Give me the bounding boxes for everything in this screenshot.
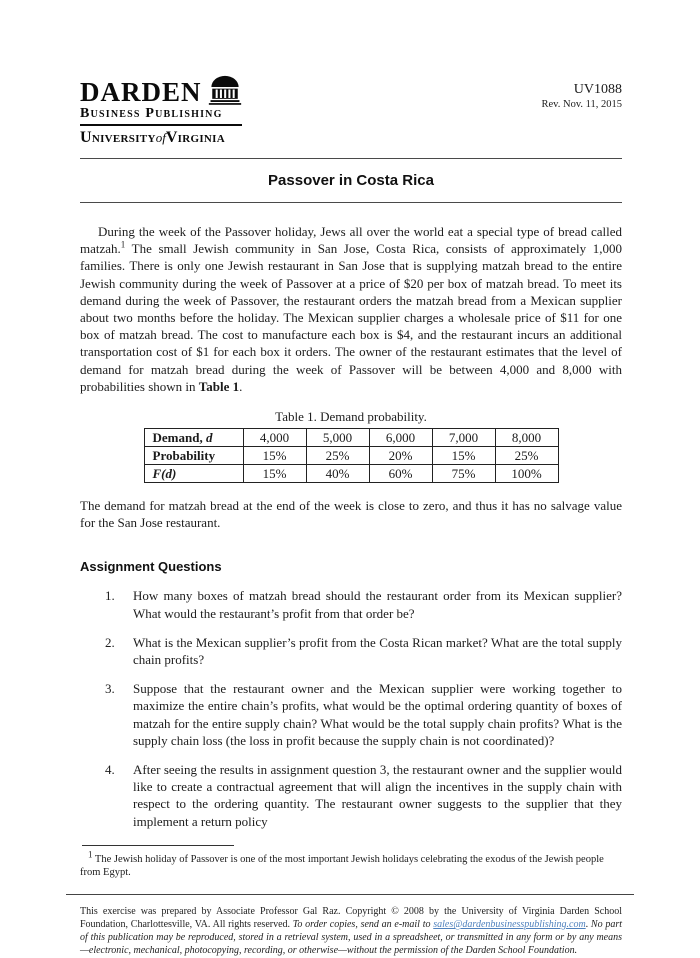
table-cell: 40% <box>306 465 369 483</box>
salvage-paragraph: The demand for matzah bread at the end of the week is close to zero, and thus it has no salvage value for the San Jose restaurant. <box>80 498 622 531</box>
question-text: How many boxes of matzah bread should the restaurant order from its Mexican supplier? What would the restaurant’s profit from that order be? <box>133 588 622 621</box>
sales-email-link[interactable]: sales@dardenbusinesspublishing.com <box>433 919 586 931</box>
table-cell: 5,000 <box>306 429 369 447</box>
question-number: 4. <box>105 762 115 778</box>
logo-university: University <box>80 129 156 146</box>
footnote-marker: 1 <box>88 849 93 860</box>
p1-text-end: . <box>239 378 243 394</box>
question-number: 2. <box>105 634 115 650</box>
table-cell: 6,000 <box>369 429 432 447</box>
logo-university-of-virginia <box>80 129 242 146</box>
question-item-2 <box>80 634 622 668</box>
footnote <box>80 849 622 879</box>
table-header-probability: Probability <box>144 447 243 465</box>
table-1-reference: Table 1 <box>198 378 240 394</box>
footer-no-part-notice: No part of this publication may be reproduced, stored in a retrieval system, used in a spreadsheet, or transmitted in any form or by any means—electronic, mechanical, photocopying, recording, or otherwise—without the permission of the Darden School Foundation. <box>80 919 623 957</box>
intro-paragraph <box>80 223 622 395</box>
footer-separator <box>66 894 634 895</box>
footnote-text: The Jewish holiday of Passover is one of the most important Jewish holidays celebrating the exodus of the Jewish people from Egypt. <box>80 853 604 878</box>
document-id-block <box>542 82 623 111</box>
footer-text: This exercise was prepared by Associate Professor Gal Raz. Copyright © 2008 by the University of Virginia Darden School Foundation, Charlottesville, VA. All rights reserved. <box>80 905 622 931</box>
demand-variable: d <box>205 430 213 446</box>
logo-virginia: Virginia <box>165 129 225 146</box>
table-cell: 25% <box>306 447 369 465</box>
table-cell: 15% <box>243 447 306 465</box>
table-header-demand <box>144 429 243 447</box>
question-text: After seeing the results in assignment question 3, the restaurant owner and the supplier would like to create a contractual agreement that will align the incentives in the supply chain with respect to the ordering quantity. The restaurant owner suggests to the supplier that they implement a return policy <box>133 762 622 829</box>
demand-probability-table <box>144 428 559 483</box>
logo-darden-text: DARDEN <box>80 77 202 107</box>
table-cell: 4,000 <box>243 429 306 447</box>
table-row-demand <box>144 429 558 447</box>
logo-business-publishing: Business Publishing <box>80 106 223 121</box>
table-cell: 60% <box>369 465 432 483</box>
question-text: What is the Mexican supplier’s profit from the Costa Rican market? What are the total supply chain profits? <box>133 634 622 668</box>
table-caption: Table 1. Demand probability. <box>275 409 427 425</box>
table-cell: 15% <box>243 465 306 483</box>
footer-after-email: . <box>585 919 591 931</box>
table-cell: 25% <box>495 447 558 465</box>
logo-of: of <box>155 130 166 145</box>
question-number: 3. <box>105 681 115 697</box>
table-cell: 100% <box>495 465 558 483</box>
question-number: 1. <box>105 588 115 604</box>
copyright-footer <box>80 905 622 958</box>
question-item-1 <box>80 587 622 621</box>
document-number: UV1088 <box>573 82 622 97</box>
darden-logo <box>80 74 242 146</box>
rotunda-icon <box>208 74 242 105</box>
table-row-cumulative <box>144 465 558 483</box>
table-cell: 15% <box>432 447 495 465</box>
page-title: Passover in Costa Rica <box>268 172 434 189</box>
table-header-fd: F(d) <box>144 465 243 483</box>
revision-date: Rev. Nov. 11, 2015 <box>541 99 622 110</box>
table-cell: 75% <box>432 465 495 483</box>
title-rule-bottom <box>80 202 622 203</box>
question-item-3 <box>80 680 622 749</box>
footnote-separator <box>82 845 234 846</box>
logo-divider <box>80 124 242 126</box>
footer-order-copies: To order copies, send an e-mail to <box>292 919 434 931</box>
footnote-ref-1: 1 <box>120 239 126 250</box>
p1-text-cont: The small Jewish community in San Jose, Costa Rica, consists of approximately 1,000 families. There is only one Jewish restaurant in San Jose that is supplying matzah bread to the entire Jewish community during the week of Passover at a price of $20 per box of matzah bread. To meet its demand during the week of Passover, the restaurant orders the matzah bread from a Mexican supplier about two months before the holiday. The Mexican supplier charges a wholesale price of $11 for one box of matzah bread. The cost to manufacture each box is $4, and the restaurant incurs an additional transportation cost of $1 for each box it orders. The owner of the restaurant estimates that the level of demand for matzah bread during the week of Passover will be between 4,000 and 8,000 with probabilities shown in <box>80 241 622 394</box>
question-item-4 <box>80 761 622 830</box>
table-row-probability <box>144 447 558 465</box>
table-cell: 8,000 <box>495 429 558 447</box>
table-cell: 20% <box>369 447 432 465</box>
title-block <box>80 158 622 203</box>
demand-label: Demand, <box>152 430 206 446</box>
title-rule-top <box>80 158 622 159</box>
page-header <box>80 74 622 146</box>
question-text: Suppose that the restaurant owner and the Mexican supplier were working together to maximize the entire chain’s profits, what would be the optimal ordering quantity of boxes of matzah for the entire supply chain? What would be the total supply chain profits? What is the supply chain loss (the loss in profit because the supply chain is not coordinated)? <box>133 681 622 748</box>
assignment-questions-heading: Assignment Questions <box>80 559 222 575</box>
table-cell: 7,000 <box>432 429 495 447</box>
logo-wordmark-row <box>80 74 242 105</box>
p1-text: During the week of the Passover holiday, Jews all over the world eat a special type of bread called matzah. <box>80 224 622 257</box>
